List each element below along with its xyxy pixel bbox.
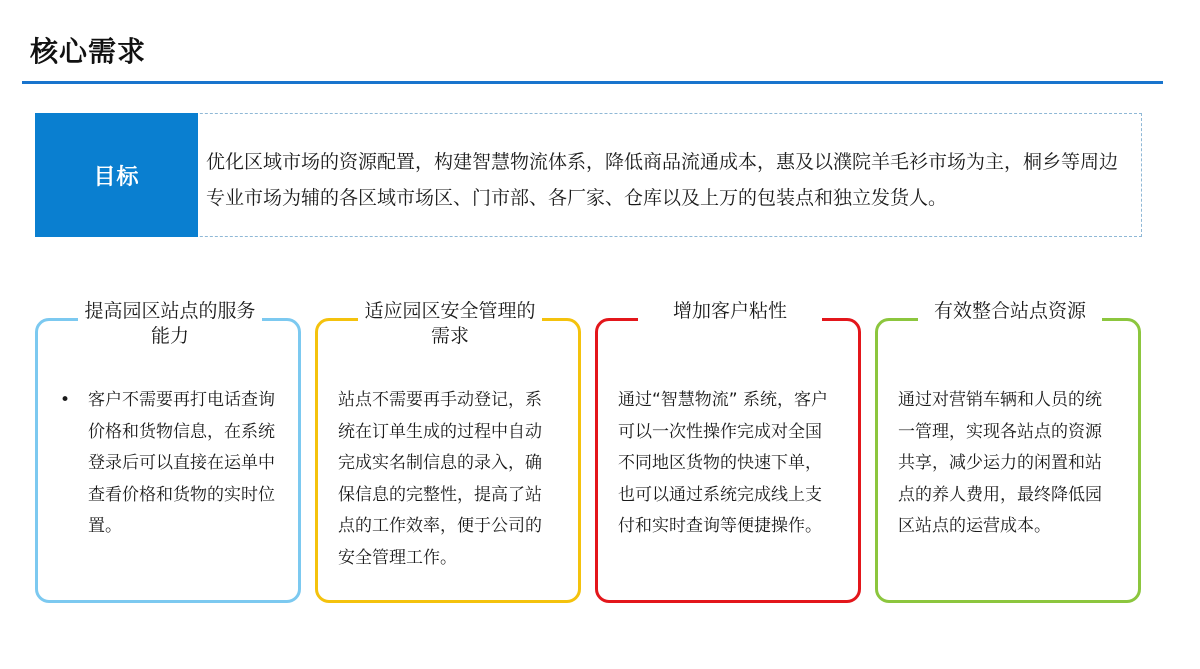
card-safety-management [315, 300, 581, 603]
card-body: 站点不需要再手动登记，系统在订单生成的过程中自动完成实名制信息的录入，确保信息的完整性，提高了站点的工作效率，便于公司的安全管理工作。 [338, 390, 542, 568]
card-customer-stickiness [595, 300, 861, 603]
card-body: 通过对营销车辆和人员的统一管理，实现各站点的资源共享，减少运力的闲置和站点的养人费用，最终降低园区站点的运营成本。 [898, 390, 1102, 536]
goal-panel [35, 113, 1142, 237]
card-resource-integration [875, 300, 1141, 603]
page-title: 核心需求 [30, 35, 147, 68]
card-title: 适应园区安全管理的需求 [358, 299, 542, 349]
goal-text: 优化区域市场的资源配置，构建智慧物流体系，降低商品流通成本，惠及以濮院羊毛衫市场为主，桐乡等周边专业市场为辅的各区域市场区、门市部、各厂家、仓库以及上万的包装点和独立发货人。 [206, 151, 1119, 209]
title-divider [22, 81, 1163, 84]
card-body: 客户不需要再打电话查询价格和货物信息，在系统登录后可以直接在运单中查看价格和货物的实时位置。 [88, 390, 275, 536]
card-body: 通过“智慧物流” 系统，客户可以一次性操作完成对全国不同地区货物的快速下单，也可以通过系统完成线上支付和实时查询等便捷操作。 [618, 390, 829, 536]
card-service-capability [35, 300, 301, 603]
card-title: 提高园区站点的服务能力 [78, 299, 262, 349]
card-title: 有效整合站点资源 [918, 299, 1102, 324]
goal-label: 目标 [35, 113, 198, 237]
card-title: 增加客户粘性 [638, 299, 822, 324]
bullet-icon: • [60, 390, 71, 410]
